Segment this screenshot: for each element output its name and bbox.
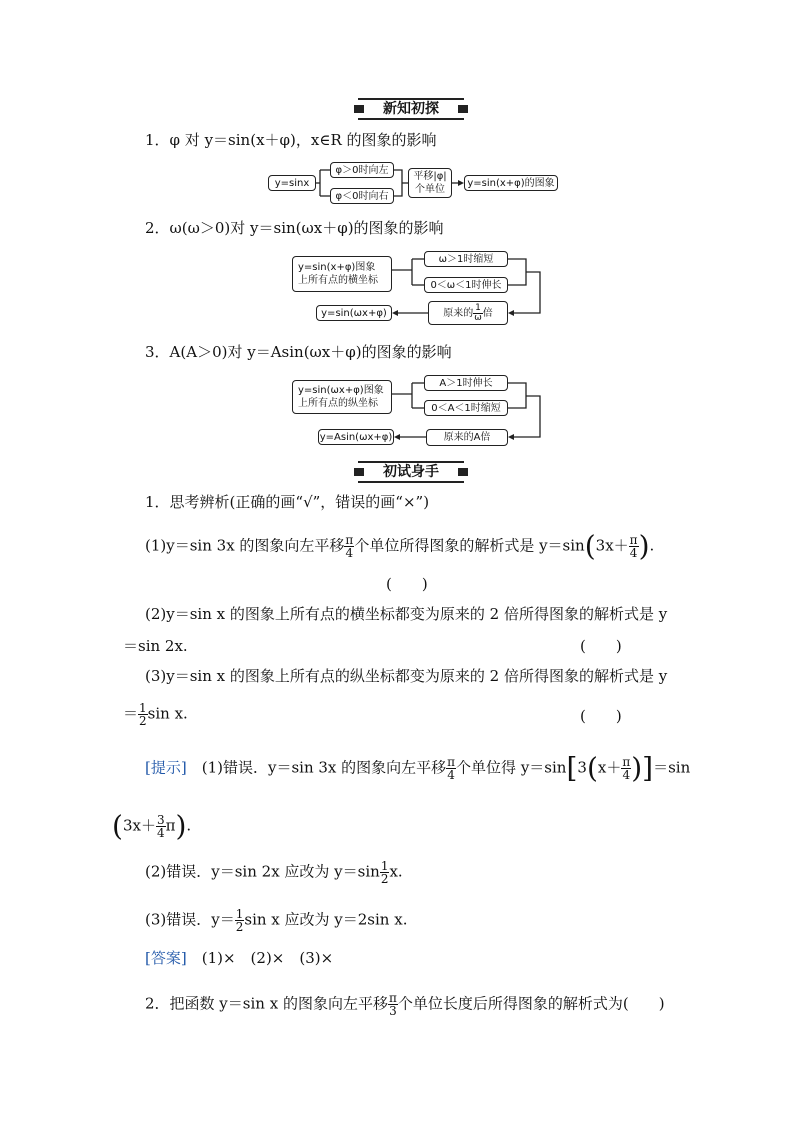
flow2-shrink-box: ω＞1时缩短 (424, 251, 508, 267)
question-1-2-blank: ( ) (580, 637, 622, 655)
question-1-3-line1: (3)y＝sin x 的图象上所有点的纵坐标都变为原来的 2 倍所得图象的解析式是 y (145, 667, 668, 685)
flow1-start-box: y=sinx (268, 175, 316, 191)
hint-label: [提示] (145, 758, 187, 777)
hint-1-continued: (3x＋ $\frac{3}{4}$ π). (112, 809, 192, 843)
answer-line: [答案] (1)× (2)× (3)× (145, 949, 334, 967)
answer-label: [答案] (145, 949, 187, 967)
fraction-pi-over-4: $\frac{\pi}{4}$ (345, 533, 354, 560)
question-1-1: (1)y＝sin 3x 的图象向左平移 $\frac{\pi}{4}$ 个单位所得图象的解析式是 y＝sin(3x＋ $\frac{\pi}{4}$ ). (145, 529, 655, 563)
flow1-right-box: φ＜0时向右 (330, 188, 394, 204)
flow2-stretch-box: 0＜ω＜1时伸长 (424, 277, 508, 293)
fraction-1-over-omega: $\frac{1}{\omega}$ (474, 302, 482, 323)
item-1-heading: 1．φ 对 y＝sin(x＋φ)，x∈R 的图象的影响 (145, 131, 437, 149)
hint-3: (3)错误．y＝ $\frac{1}{2}$ sin x 应改为 y＝2sin x. (145, 907, 408, 934)
flow1-left-box: φ＞0时向左 (330, 162, 394, 178)
flow3-result-box: y=Asin(ωx+φ) (318, 429, 394, 445)
flow1-shift-box: 平移|φ| 个单位 (408, 168, 452, 198)
fraction-pi-over-3: $\frac{\pi}{3}$ (388, 991, 397, 1018)
flow2-start-box: y=sin(x+φ)图象 上所有点的横坐标 (292, 256, 392, 292)
question-1-title: 1．思考辨析(正确的画“√”，错误的画“×”) (145, 493, 430, 511)
hint-1: [提示] (1)错误．y＝sin 3x 的图象向左平移 $\frac{\pi}{4}$ 个单位得 y＝sin[3(x＋ $\frac{\pi}{4}$ )]＝sin (145, 751, 691, 785)
item-3-heading: 3．A(A＞0)对 y＝Asin(ωx＋φ)的图象的影响 (145, 343, 452, 361)
flow3-start-box: y=sin(ωx+φ)图象 上所有点的纵坐标 (292, 380, 392, 414)
flow-arrows (0, 0, 794, 500)
fraction-1-over-2: $\frac{1}{2}$ (139, 701, 147, 728)
question-2: 2．把函数 y＝sin x 的图象向左平移 $\frac{\pi}{3}$ 个单位长度后所得图象的解析式为( ) (145, 991, 665, 1018)
item-2-heading: 2．ω(ω＞0)对 y＝sin(ωx＋φ)的图象的影响 (145, 219, 444, 237)
question-1-2-line2: ＝sin 2x. (123, 637, 188, 655)
section-banner-practice (358, 461, 464, 483)
flow2-result-box: y=sin(ωx+φ) (316, 305, 392, 321)
banner-title: 初试身手 (383, 464, 439, 480)
question-1-1-blank: ( ) (386, 575, 428, 593)
flow3-times-box: 原来的A倍 (426, 429, 508, 446)
banner-title: 新知初探 (383, 101, 439, 117)
flow3-stretch-box: A＞1时伸长 (424, 375, 508, 391)
question-1-2-line1: (2)y＝sin x 的图象上所有点的横坐标都变为原来的 2 倍所得图象的解析式是 y (145, 605, 668, 623)
flow3-shrink-box: 0＜A＜1时缩短 (424, 400, 508, 416)
question-1-3-blank: ( ) (580, 707, 622, 725)
flow2-times-box: 原来的 $\frac{1}{\omega}$ 倍 (428, 301, 508, 325)
flow1-result-box: y=sin(x+φ)的图象 (464, 175, 558, 191)
question-1-3-line2: ＝ $\frac{1}{2}$ sin x. (123, 701, 188, 728)
hint-2: (2)错误．y＝sin 2x 应改为 y＝sin $\frac{1}{2}$ x. (145, 859, 403, 886)
